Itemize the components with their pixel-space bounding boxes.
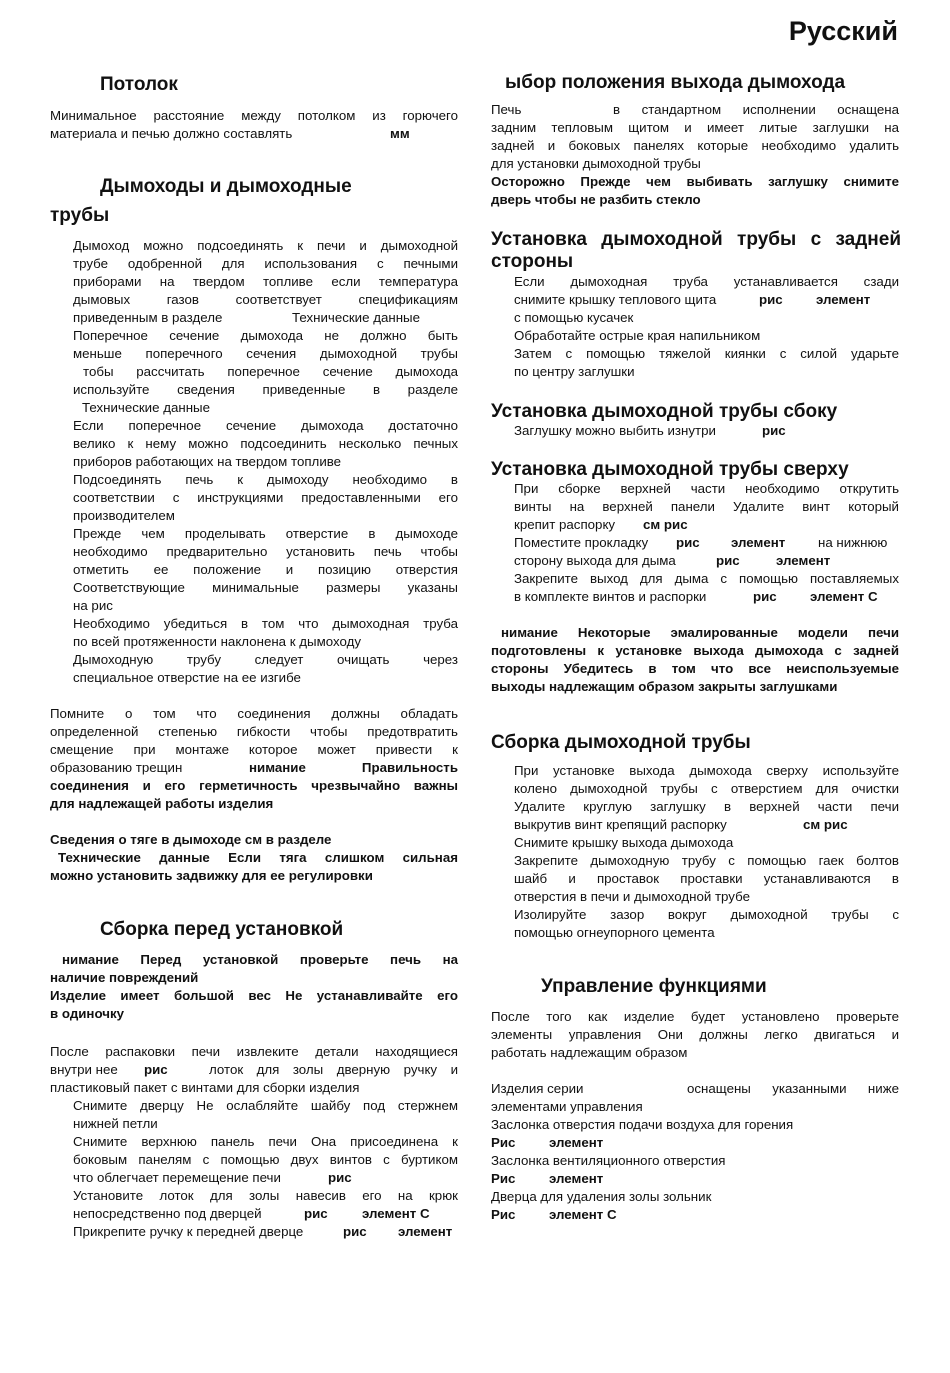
bold-text-line: выходы надлежащим образом закрыты заглушками bbox=[491, 679, 838, 694]
text-line: При сборке верхней части необходимо открутить bbox=[514, 481, 899, 496]
bold-text-line: рис bbox=[304, 1206, 328, 1221]
text-line: на рис bbox=[73, 598, 113, 613]
text-line: задним тепловым щитом и имеет литые заглушки на bbox=[491, 120, 899, 135]
text-line: Обработайте острые края напильником bbox=[514, 328, 761, 343]
bold-text-line: Рис bbox=[491, 1207, 516, 1222]
text-line: Прикрепите ручку к передней дверце bbox=[73, 1224, 304, 1239]
section-heading: стороны bbox=[491, 251, 574, 272]
text-line: производителем bbox=[73, 508, 175, 523]
text-line: При установке выхода дымохода сверху используйте bbox=[514, 763, 899, 778]
text-line: смещение при монтаже которое может привести к bbox=[50, 742, 458, 757]
text-line: приборами на твердом топливе если температура bbox=[73, 274, 458, 289]
bold-text-line: элемент C bbox=[810, 589, 878, 604]
text-line: колено дымоходной трубы с отверстием для очистки bbox=[514, 781, 899, 796]
text-line: отверстия в печи и дымоходной трубе bbox=[514, 889, 750, 904]
text-line: После распаковки печи извлеките детали находящиеся bbox=[50, 1044, 458, 1059]
text-line: шайб и проставок проставки устанавливаются в bbox=[514, 871, 899, 886]
text-line: образованию трещин bbox=[50, 760, 183, 775]
text-line: Дымоходную трубу следует очищать через bbox=[73, 652, 458, 667]
bold-text-line: элемент C bbox=[362, 1206, 430, 1221]
bold-text-line: элемент bbox=[731, 535, 786, 550]
bold-text-line: элемент C bbox=[549, 1207, 617, 1222]
bold-text-line: подготовлены к установке выхода дымохода с задней bbox=[491, 643, 899, 658]
bold-text-line: см рис bbox=[803, 817, 848, 832]
text-line: снимите крышку теплового щита bbox=[514, 292, 717, 307]
text-line: выкрутив винт крепящий распорку bbox=[514, 817, 727, 832]
text-line: внутри нее bbox=[50, 1062, 118, 1077]
bold-text-line: наличие повреждений bbox=[50, 970, 199, 985]
text-line: Поместите прокладку bbox=[514, 535, 649, 550]
text-line: Минимальное расстояние между потолком из горючего bbox=[50, 108, 458, 123]
bold-text-line: рис bbox=[753, 589, 777, 604]
bold-text-line: Изделие имеет большой вес Не устанавливайте его bbox=[50, 988, 458, 1003]
bold-text-line: для надлежащей работы изделия bbox=[50, 796, 274, 811]
bold-text-line: рис bbox=[144, 1062, 168, 1077]
bold-text-line: элемент bbox=[398, 1224, 453, 1239]
section-heading: Установка дымоходной трубы сверху bbox=[491, 459, 849, 480]
text-line: нижней петли bbox=[73, 1116, 158, 1131]
text-line: Закрепите дымоходную трубу с помощью гаек болтов bbox=[514, 853, 899, 868]
section-heading: Сборка перед установкой bbox=[100, 919, 344, 940]
bold-text-line: соединения и его герметичность чрезвычайно важны bbox=[50, 778, 458, 793]
text-line: оснащены указанными ниже bbox=[687, 1081, 899, 1096]
section-heading: Сборка дымоходной трубы bbox=[491, 732, 751, 753]
text-line: трубе одобренной для использования с печными bbox=[73, 256, 458, 271]
bold-text-line: Сведения о тяге в дымоходе см в разделе bbox=[50, 832, 332, 847]
section-heading: Дымоходы и дымоходные bbox=[100, 176, 352, 197]
text-line: Заслонка вентиляционного отверстия bbox=[491, 1153, 726, 1168]
text-line: Помните о том что соединения должны обладать bbox=[50, 706, 458, 721]
text-line: тобы рассчитать поперечное сечение дымохода bbox=[83, 364, 458, 379]
bold-text-line: элемент bbox=[776, 553, 831, 568]
language-header: Русский bbox=[788, 16, 898, 46]
bold-text-line: можно установить задвижку для ее регулировки bbox=[50, 868, 373, 883]
text-line: пластиковый пакет с винтами для сборки изделия bbox=[50, 1080, 360, 1095]
text-line: Подсоединять печь к дымоходу необходимо в bbox=[73, 472, 458, 487]
text-line: используйте сведения приведенные в разделе bbox=[73, 382, 458, 397]
text-line: определенной степенью гибкости чтобы предотвратить bbox=[50, 724, 458, 739]
text-line: Поперечное сечение дымохода не должно быть bbox=[73, 328, 458, 343]
bold-text-line: рис bbox=[716, 553, 740, 568]
bold-text-line: см рис bbox=[643, 517, 688, 532]
text-line: специальное отверстие на ее изгибе bbox=[73, 670, 301, 685]
text-line: крепит распорку bbox=[514, 517, 616, 532]
text-line: по центру заглушки bbox=[514, 364, 635, 379]
text-line: с помощью кусачек bbox=[514, 310, 634, 325]
bold-text-line: стороны Убедитесь в том что все неиспользуемые bbox=[491, 661, 899, 676]
bold-text-line: нимание Правильность bbox=[249, 760, 458, 775]
bold-text-line: элемент bbox=[549, 1171, 604, 1186]
text-line: Дверца для удаления золы зольник bbox=[491, 1189, 712, 1204]
text-line: Если поперечное сечение дымохода достаточно bbox=[73, 418, 458, 433]
bold-text-line: нимание Перед установкой проверьте печь на bbox=[62, 952, 458, 967]
bold-text-line: нимание Некоторые эмалированные модели печи bbox=[501, 625, 899, 640]
bold-text-line: элемент bbox=[549, 1135, 604, 1150]
text-line: задней и боковых панелях которые необходимо удалить bbox=[491, 138, 899, 153]
text-line: необходимо предварительно установить печь чтобы bbox=[73, 544, 458, 559]
text-line: сторону выхода для дыма bbox=[514, 553, 676, 568]
text-line: работать надлежащим образом bbox=[491, 1045, 688, 1060]
section-heading: Потолок bbox=[100, 74, 178, 95]
text-line: элементы управления Они должны легко двигаться и bbox=[491, 1027, 899, 1042]
bold-text-line: мм bbox=[390, 126, 410, 141]
text-line: Дымоход можно подсоединять к печи и дымоходной bbox=[73, 238, 458, 253]
text-line: Прежде чем проделывать отверстие в дымоходе bbox=[73, 526, 458, 541]
bold-text-line: рис bbox=[676, 535, 700, 550]
text-line: Необходимо убедиться в том что дымоходная труба bbox=[73, 616, 458, 631]
text-line: Снимите дверцу Не ослабляйте шайбу под стержнем bbox=[73, 1098, 458, 1113]
text-line: что облегчает перемещение печи bbox=[73, 1170, 281, 1185]
text-line: дымовых газов соответствует спецификациям bbox=[73, 292, 458, 307]
text-line: Снимите верхнюю панель печи Она присоединена к bbox=[73, 1134, 458, 1149]
bold-text-line: рис bbox=[762, 423, 786, 438]
text-line: Заслонка отверстия подачи воздуха для горения bbox=[491, 1117, 794, 1132]
text-line: Соответствующие минимальные размеры указаны bbox=[73, 580, 458, 595]
text-line: После того как изделие будет установлено проверьте bbox=[491, 1009, 899, 1024]
text-line: меньше поперечного сечения дымоходной трубы bbox=[73, 346, 458, 361]
text-line: непосредственно под дверцей bbox=[73, 1206, 262, 1221]
text-line: в стандартном исполнении оснащена bbox=[613, 102, 899, 117]
text-line: Изолируйте зазор вокруг дымоходной трубы с bbox=[514, 907, 899, 922]
text-line: боковым панелям с помощью двух винтов с буртиком bbox=[73, 1152, 458, 1167]
text-line: Удалите круглую заглушку в верхней части печи bbox=[514, 799, 899, 814]
bold-text-line: рис bbox=[759, 292, 783, 307]
text-line: отметить ее положение и позицию отверстия bbox=[73, 562, 458, 577]
text-line: материала и печью должно составлять bbox=[50, 126, 293, 141]
text-line: Заглушку можно выбить изнутри bbox=[514, 423, 716, 438]
text-line: винты на верхней панели Удалите винт который bbox=[514, 499, 899, 514]
text-line: помощью огнеупорного цемента bbox=[514, 925, 715, 940]
text-line: Затем с помощью тяжелой киянки с силой ударьте bbox=[514, 346, 899, 361]
text-line: Технические данные bbox=[82, 400, 210, 415]
section-heading: трубы bbox=[50, 205, 110, 226]
text-line: Если дымоходная труба устанавливается сзади bbox=[514, 274, 899, 289]
bold-text-line: элемент bbox=[816, 292, 871, 307]
section-heading: ыбор положения выхода дымохода bbox=[505, 72, 846, 93]
text-line: приборов работающих на твердом топливе bbox=[73, 454, 342, 469]
text-line: приведенным в разделе bbox=[73, 310, 223, 325]
text-line: для установки дымоходной трубы bbox=[491, 156, 701, 171]
text-line: по всей протяженности наклонена к дымоходу bbox=[73, 634, 361, 649]
bold-text-line: Рис bbox=[491, 1171, 516, 1186]
text-line: Снимите крышку выхода дымохода bbox=[514, 835, 734, 850]
text-line: на нижнюю bbox=[818, 535, 888, 550]
text-line: лоток для золы дверную ручку и bbox=[209, 1062, 458, 1077]
text-line: Установите лоток для золы навесив его на крюк bbox=[73, 1188, 458, 1203]
section-heading: Установка дымоходной трубы с задней bbox=[491, 229, 901, 250]
text-line: соответствии с инструкциями предоставленными его bbox=[73, 490, 458, 505]
text-line: Технические данные bbox=[292, 310, 420, 325]
bold-text-line: Осторожно Прежде чем выбивать заглушку снимите bbox=[491, 174, 899, 189]
bold-text-line: в одиночку bbox=[50, 1006, 125, 1021]
bold-text-line: рис bbox=[328, 1170, 352, 1185]
text-line: велико к нему можно подсоединить несколько печных bbox=[73, 436, 458, 451]
text-line: Печь bbox=[491, 102, 522, 117]
bold-text-line: дверь чтобы не разбить стекло bbox=[491, 192, 701, 207]
text-line: Закрепите выход для дыма с помощью поставляемых bbox=[514, 571, 899, 586]
text-line: элементами управления bbox=[491, 1099, 643, 1114]
section-heading: Управление функциями bbox=[541, 976, 767, 997]
section-heading: Установка дымоходной трубы сбоку bbox=[491, 401, 838, 422]
text-line: Изделия серии bbox=[491, 1081, 584, 1096]
bold-text-line: Рис bbox=[491, 1135, 516, 1150]
text-line: в комплекте винтов и распорки bbox=[514, 589, 707, 604]
bold-text-line: Технические данные Если тяга слишком сильная bbox=[58, 850, 458, 865]
bold-text-line: рис bbox=[343, 1224, 367, 1239]
